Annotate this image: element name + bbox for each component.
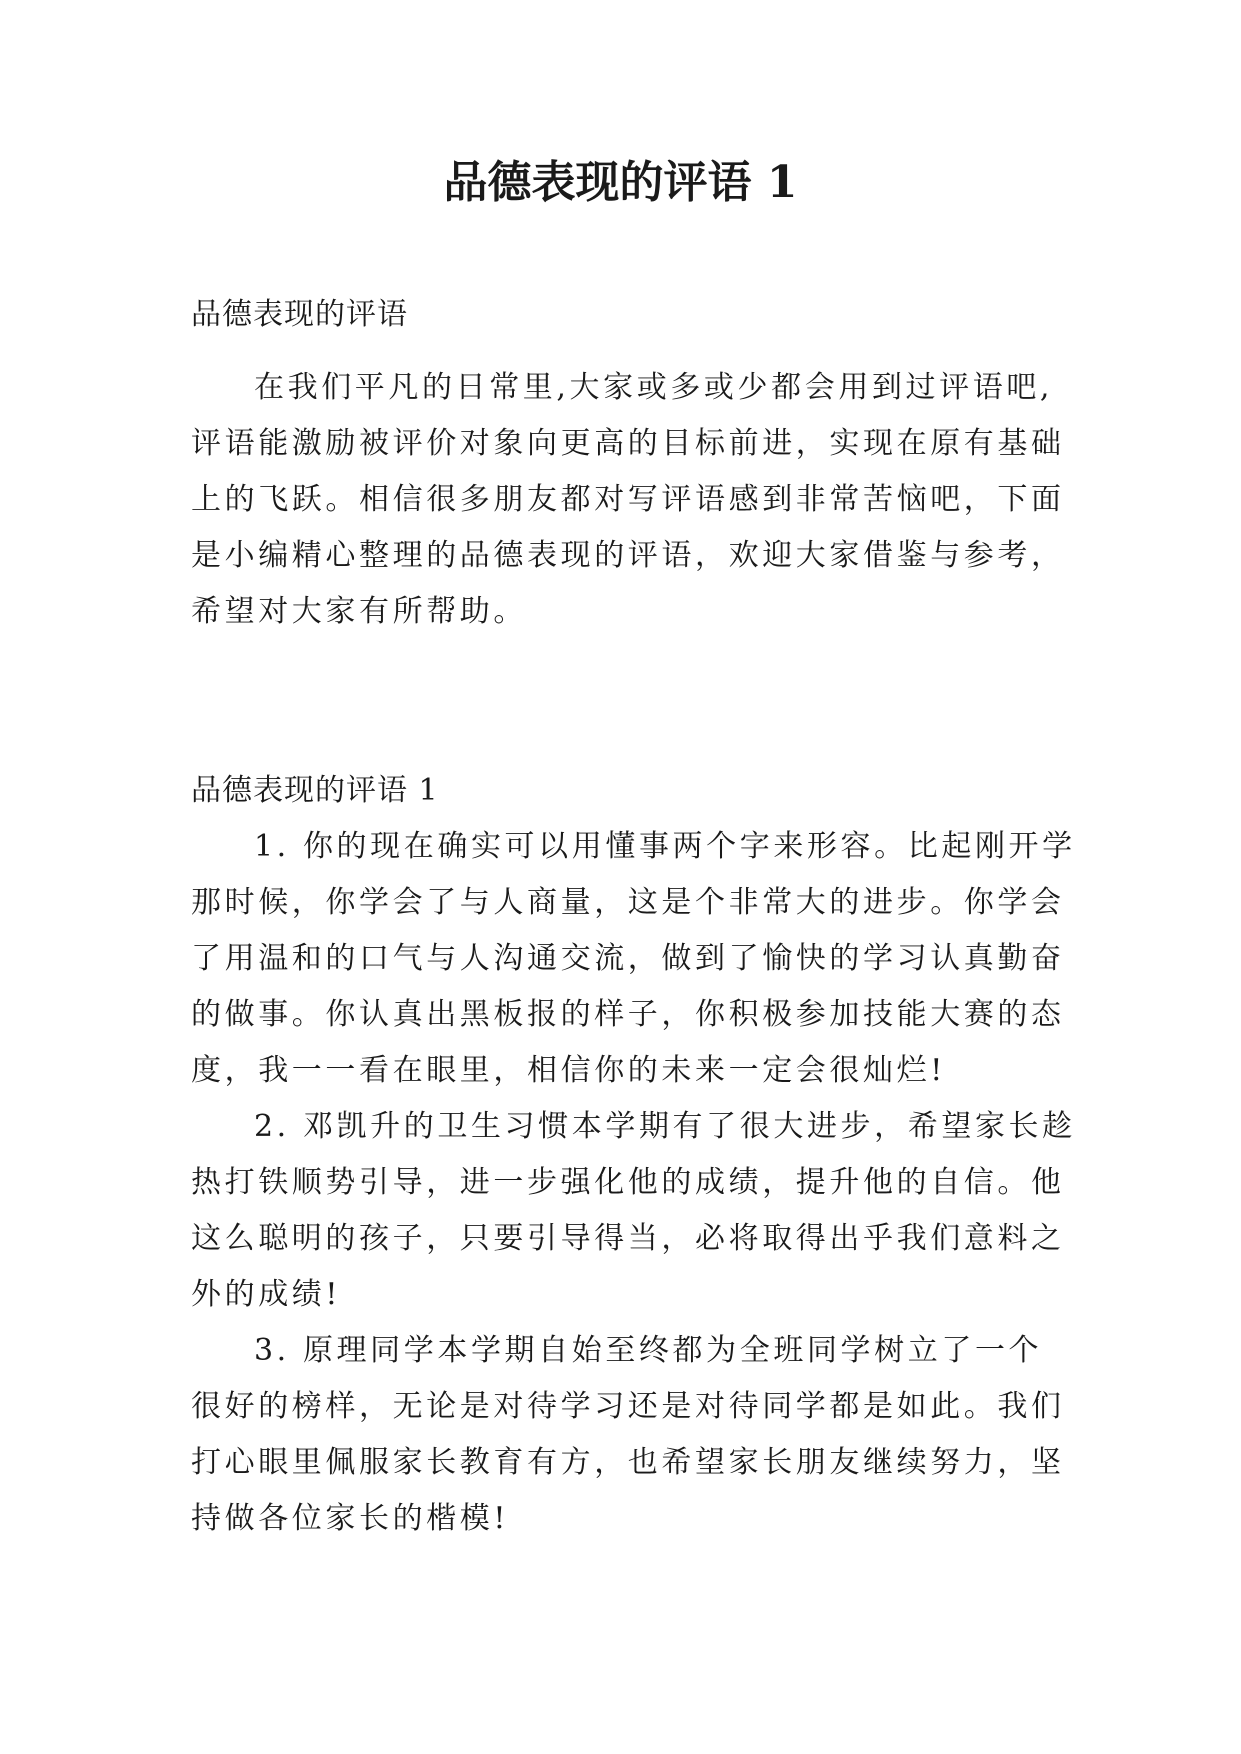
comment-item-2-line: 外的成绩! [191, 1277, 342, 1312]
comment-item-1-line: 了用温和的口气与人沟通交流，做到了愉快的学习认真勤奋 [191, 941, 1065, 976]
comment-item-1-line: 那时候，你学会了与人商量，这是个非常大的进步。你学会 [191, 885, 1065, 920]
intro-line: 上的飞跃。相信很多朋友都对写评语感到非常苦恼吧，下面 [191, 482, 1065, 517]
comment-item-3-line: 很好的榜样，无论是对待学习还是对待同学都是如此。我们 [191, 1389, 1065, 1424]
comment-item-1-line: 度，我一一看在眼里，相信你的未来一定会很灿烂! [191, 1053, 946, 1088]
comment-item-2-line: 这么聪明的孩子，只要引导得当，必将取得出乎我们意料之 [191, 1221, 1065, 1256]
document-title: 品德表现的评语 1 [443, 157, 798, 208]
section-heading: 品德表现的评语 1 [191, 773, 439, 808]
intro-line: 在我们平凡的日常里,大家或多或少都会用到过评语吧, [254, 370, 1054, 405]
intro-line: 希望对大家有所帮助。 [191, 594, 527, 629]
comment-item-3-line: 持做各位家长的楷模! [191, 1501, 510, 1536]
document-subtitle: 品德表现的评语 [191, 297, 408, 332]
comment-item-3-line: 打心眼里佩服家长教育有方，也希望家长朋友继续努力，坚 [191, 1445, 1065, 1480]
comment-item-2-line: 2. 邓凯升的卫生习惯本学期有了很大进步，希望家长趁 [254, 1109, 1076, 1144]
comment-item-3-line: 3. 原理同学本学期自始至终都为全班同学树立了一个 [254, 1333, 1043, 1368]
intro-line: 评语能激励被评价对象向更高的目标前进，实现在原有基础 [191, 426, 1065, 461]
comment-item-1-line: 1. 你的现在确实可以用懂事两个字来形容。比起刚开学 [254, 829, 1076, 864]
comment-item-2-line: 热打铁顺势引导，进一步强化他的成绩，提升他的自信。他 [191, 1165, 1065, 1200]
comment-item-1-line: 的做事。你认真出黑板报的样子，你积极参加技能大赛的态 [191, 997, 1065, 1032]
intro-line: 是小编精心整理的品德表现的评语，欢迎大家借鉴与参考， [191, 538, 1065, 573]
